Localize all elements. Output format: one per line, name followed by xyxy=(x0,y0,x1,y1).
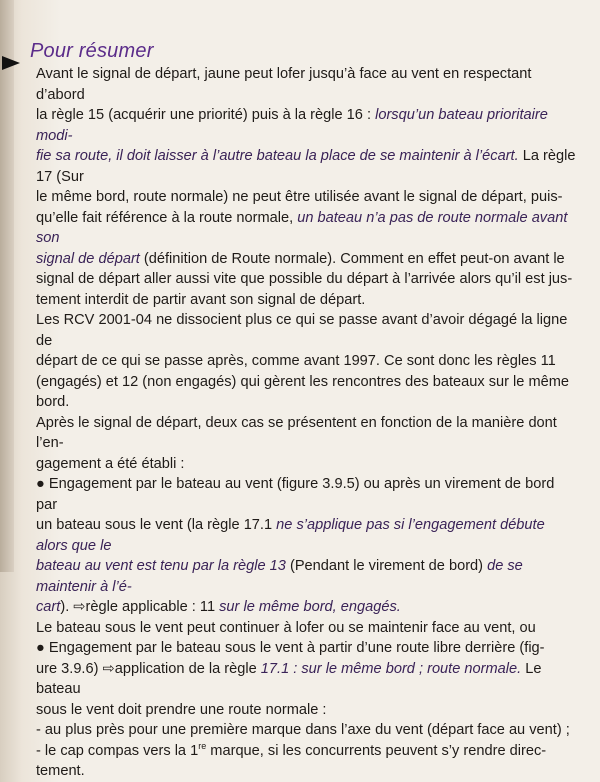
text-segment: marque, si les concurrents peuvent s’y rendre direc- xyxy=(206,742,547,759)
page-edge xyxy=(0,0,14,572)
text-segment: - le cap compas vers la 1 xyxy=(36,742,199,759)
text-segment: sous le vent doit prendre une route normale : xyxy=(36,701,327,718)
text-line xyxy=(36,64,576,105)
text-segment: (Pendant le virement de bord) xyxy=(285,558,488,574)
text-line xyxy=(36,290,576,311)
italic-segment: bateau au vent est tenu par la règle 13 xyxy=(36,558,286,574)
text-segment: re xyxy=(198,740,207,751)
italic-segment: lorsqu’un bateau prioritaire modi- xyxy=(36,107,548,144)
text-segment: Les RCV 2001-04 ne dissocient plus ce qui se passe avant d’avoir dégagé la ligne de xyxy=(36,312,568,349)
text-line xyxy=(36,597,576,618)
text-line xyxy=(36,392,576,413)
text-segment: la règle 15 (acquérir une priorité) puis à la règle 16 : xyxy=(36,107,376,123)
text-line xyxy=(36,474,576,515)
text-segment: bord. xyxy=(36,394,70,410)
text-segment: La règle 17 (Sur xyxy=(36,148,576,185)
text-segment: (engagés) et 12 (non engagés) qui gèrent les rencontres des bateaux sur le même xyxy=(36,373,569,390)
text-line xyxy=(36,372,576,393)
section-heading: Pour résumer xyxy=(30,40,154,62)
italic-segment: ne s’applique pas si l’engagement débute alors que le xyxy=(36,517,545,554)
italic-segment: signal de départ xyxy=(36,250,140,267)
text-segment: - au plus près pour une première marque dans l’axe du vent (départ face au vent) ; xyxy=(36,722,570,738)
text-line xyxy=(36,105,576,146)
text-segment: gagement a été établi : xyxy=(36,455,185,472)
body-text xyxy=(36,64,576,782)
text-segment: Après le signal de départ, deux cas se présentent en fonction de la manière dont l’en- xyxy=(36,414,557,451)
italic-segment: sur le même bord, engagés. xyxy=(219,599,401,615)
text-segment: tement. xyxy=(36,763,85,779)
text-segment: ). ⇨règle applicable : 11 xyxy=(60,599,220,615)
italic-segment: fie sa route, il doit laisser à l’autre bateau la place de se maintenir à l’écart. xyxy=(36,148,519,164)
text-line xyxy=(36,515,576,556)
bullet: ● xyxy=(36,476,49,492)
text-line xyxy=(36,208,576,249)
text-line xyxy=(36,351,576,372)
text-segment: Engagement par le bateau au vent (figure 3.9.5) ou après un virement de bord par xyxy=(36,476,555,513)
text-line xyxy=(36,187,576,208)
text-segment: départ de ce qui se passe après, comme avant 1997. Ce sont donc les règles 11 xyxy=(36,353,556,369)
text-line xyxy=(36,454,576,475)
text-line xyxy=(36,700,576,721)
text-line xyxy=(36,249,576,270)
text-line xyxy=(36,146,576,187)
text-line xyxy=(36,413,576,454)
text-line xyxy=(36,310,576,351)
text-line xyxy=(36,556,576,597)
arrow-marker-icon xyxy=(2,56,20,70)
italic-segment: de se maintenir à l’é- xyxy=(36,558,523,595)
italic-segment: cart xyxy=(36,599,61,615)
text-segment: le même bord, route normale) ne peut être utilisée avant le signal de départ, puis- xyxy=(36,189,563,205)
text-segment: (définition de Route normale). Comment en effet peut-on avant le xyxy=(139,250,565,267)
text-segment: Le bateau xyxy=(36,660,542,697)
text-line xyxy=(36,741,576,762)
italic-segment: un bateau n’a pas de route normale avant son xyxy=(36,209,568,246)
text-segment: Le bateau sous le vent peut continuer à lofer ou se maintenir face au vent, ou xyxy=(36,619,536,636)
bullet: ● xyxy=(36,640,49,656)
text-line xyxy=(36,761,576,782)
text-line xyxy=(36,720,576,741)
text-segment: tement interdit de partir avant son signal de départ. xyxy=(36,291,366,308)
text-segment: signal de départ aller aussi vite que possible du départ à l’arrivée alors qu’il est jus- xyxy=(36,271,573,287)
text-line xyxy=(36,638,576,659)
text-segment: qu’elle fait référence à la route normale, xyxy=(36,209,298,226)
text-segment: ure 3.9.6) ⇨application de la règle xyxy=(36,660,261,677)
text-line xyxy=(36,269,576,290)
italic-segment: 17.1 : sur le même bord ; route normale. xyxy=(260,660,522,677)
text-segment: un bateau sous le vent (la règle 17.1 xyxy=(36,517,277,533)
text-segment: Engagement par le bateau sous le vent à partir d’une route libre derrière (fig- xyxy=(48,640,545,656)
text-line xyxy=(36,618,576,639)
text-segment: Avant le signal de départ, jaune peut lofer jusqu’à face au vent en respectant d’abord xyxy=(36,66,532,103)
text-line xyxy=(36,659,576,700)
